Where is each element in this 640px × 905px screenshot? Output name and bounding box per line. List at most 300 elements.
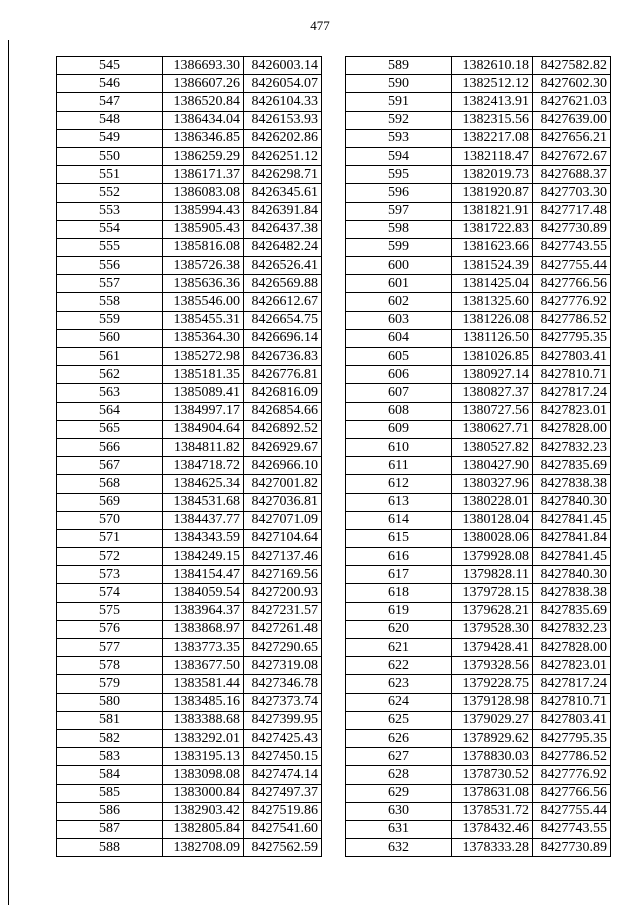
- point-number-cell: 623: [346, 675, 452, 693]
- point-number-cell: 580: [57, 693, 163, 711]
- table-row: [57, 566, 322, 584]
- y-coordinate-cell: 8427810.71: [533, 693, 611, 711]
- page-margin-rule: [8, 40, 9, 905]
- table-row: [346, 784, 611, 802]
- table-row: [346, 766, 611, 784]
- coordinates-table-right: [345, 56, 611, 857]
- x-coordinate-cell: 1379828.11: [452, 566, 533, 584]
- x-coordinate-cell: 1383677.50: [163, 657, 244, 675]
- y-coordinate-cell: 8427582.82: [533, 57, 611, 75]
- point-number-cell: 567: [57, 457, 163, 475]
- y-coordinate-cell: 8426612.67: [244, 293, 322, 311]
- table-row: [346, 57, 611, 75]
- table-row: [57, 438, 322, 456]
- table-row: [346, 493, 611, 511]
- table-row: [346, 820, 611, 838]
- y-coordinate-cell: 8427840.30: [533, 566, 611, 584]
- x-coordinate-cell: 1378730.52: [452, 766, 533, 784]
- point-number-cell: 618: [346, 584, 452, 602]
- x-coordinate-cell: 1381226.08: [452, 311, 533, 329]
- x-coordinate-cell: 1381524.39: [452, 257, 533, 275]
- y-coordinate-cell: 8427200.93: [244, 584, 322, 602]
- point-number-cell: 557: [57, 275, 163, 293]
- x-coordinate-cell: 1379029.27: [452, 711, 533, 729]
- point-number-cell: 632: [346, 839, 452, 857]
- x-coordinate-cell: 1381026.85: [452, 348, 533, 366]
- point-number-cell: 603: [346, 311, 452, 329]
- table-row: [346, 293, 611, 311]
- point-number-cell: 586: [57, 802, 163, 820]
- table-row: [346, 366, 611, 384]
- y-coordinate-cell: 8427755.44: [533, 257, 611, 275]
- table-row: [346, 620, 611, 638]
- point-number-cell: 590: [346, 75, 452, 93]
- point-number-cell: 575: [57, 602, 163, 620]
- y-coordinate-cell: 8426251.12: [244, 147, 322, 165]
- y-coordinate-cell: 8426345.61: [244, 184, 322, 202]
- point-number-cell: 551: [57, 166, 163, 184]
- y-coordinate-cell: 8427835.69: [533, 457, 611, 475]
- y-coordinate-cell: 8426054.07: [244, 75, 322, 93]
- y-coordinate-cell: 8427755.44: [533, 802, 611, 820]
- point-number-cell: 607: [346, 384, 452, 402]
- point-number-cell: 585: [57, 784, 163, 802]
- table-row: [57, 475, 322, 493]
- point-number-cell: 554: [57, 220, 163, 238]
- y-coordinate-cell: 8427840.30: [533, 493, 611, 511]
- y-coordinate-cell: 8427231.57: [244, 602, 322, 620]
- x-coordinate-cell: 1383098.08: [163, 766, 244, 784]
- table-row: [57, 711, 322, 729]
- x-coordinate-cell: 1384811.82: [163, 438, 244, 456]
- y-coordinate-cell: 8426153.93: [244, 111, 322, 129]
- table-row: [346, 93, 611, 111]
- y-coordinate-cell: 8427810.71: [533, 366, 611, 384]
- table-row: [57, 129, 322, 147]
- point-number-cell: 591: [346, 93, 452, 111]
- x-coordinate-cell: 1381425.04: [452, 275, 533, 293]
- y-coordinate-cell: 8427261.48: [244, 620, 322, 638]
- point-number-cell: 583: [57, 748, 163, 766]
- point-number-cell: 560: [57, 329, 163, 347]
- point-number-cell: 579: [57, 675, 163, 693]
- x-coordinate-cell: 1379228.75: [452, 675, 533, 693]
- y-coordinate-cell: 8427776.92: [533, 293, 611, 311]
- point-number-cell: 545: [57, 57, 163, 75]
- table-row: [346, 202, 611, 220]
- table-row: [57, 748, 322, 766]
- table-row: [57, 420, 322, 438]
- table-row: [346, 548, 611, 566]
- y-coordinate-cell: 8427766.56: [533, 784, 611, 802]
- x-coordinate-cell: 1383195.13: [163, 748, 244, 766]
- x-coordinate-cell: 1384997.17: [163, 402, 244, 420]
- y-coordinate-cell: 8427036.81: [244, 493, 322, 511]
- x-coordinate-cell: 1380327.96: [452, 475, 533, 493]
- table-row: [346, 529, 611, 547]
- point-number-cell: 599: [346, 238, 452, 256]
- table-row: [57, 184, 322, 202]
- table-row: [57, 275, 322, 293]
- point-number-cell: 598: [346, 220, 452, 238]
- y-coordinate-cell: 8426696.14: [244, 329, 322, 347]
- point-number-cell: 563: [57, 384, 163, 402]
- point-number-cell: 587: [57, 820, 163, 838]
- x-coordinate-cell: 1385181.35: [163, 366, 244, 384]
- y-coordinate-cell: 8427519.86: [244, 802, 322, 820]
- x-coordinate-cell: 1383773.35: [163, 639, 244, 657]
- x-coordinate-cell: 1384343.59: [163, 529, 244, 547]
- point-number-cell: 592: [346, 111, 452, 129]
- table-row: [346, 129, 611, 147]
- table-row: [346, 238, 611, 256]
- table-row: [57, 220, 322, 238]
- point-number-cell: 546: [57, 75, 163, 93]
- point-number-cell: 588: [57, 839, 163, 857]
- point-number-cell: 581: [57, 711, 163, 729]
- x-coordinate-cell: 1383000.84: [163, 784, 244, 802]
- table-row: [346, 384, 611, 402]
- point-number-cell: 625: [346, 711, 452, 729]
- x-coordinate-cell: 1379428.41: [452, 639, 533, 657]
- x-coordinate-cell: 1378432.46: [452, 820, 533, 838]
- x-coordinate-cell: 1386083.08: [163, 184, 244, 202]
- table-row: [57, 366, 322, 384]
- x-coordinate-cell: 1385816.08: [163, 238, 244, 256]
- x-coordinate-cell: 1380128.04: [452, 511, 533, 529]
- x-coordinate-cell: 1379328.56: [452, 657, 533, 675]
- point-number-cell: 571: [57, 529, 163, 547]
- point-number-cell: 613: [346, 493, 452, 511]
- table-row: [346, 275, 611, 293]
- point-number-cell: 565: [57, 420, 163, 438]
- x-coordinate-cell: 1381821.91: [452, 202, 533, 220]
- x-coordinate-cell: 1381722.83: [452, 220, 533, 238]
- page-number: 477: [310, 18, 330, 33]
- point-number-cell: 562: [57, 366, 163, 384]
- point-number-cell: 614: [346, 511, 452, 529]
- table-row: [57, 293, 322, 311]
- x-coordinate-cell: 1383388.68: [163, 711, 244, 729]
- x-coordinate-cell: 1379928.08: [452, 548, 533, 566]
- x-coordinate-cell: 1382315.56: [452, 111, 533, 129]
- point-number-cell: 601: [346, 275, 452, 293]
- table-row: [57, 257, 322, 275]
- point-number-cell: 576: [57, 620, 163, 638]
- table-row: [57, 202, 322, 220]
- table-row: [57, 729, 322, 747]
- y-coordinate-cell: 8426816.09: [244, 384, 322, 402]
- point-number-cell: 549: [57, 129, 163, 147]
- y-coordinate-cell: 8427621.03: [533, 93, 611, 111]
- table-row: [346, 584, 611, 602]
- y-coordinate-cell: 8426298.71: [244, 166, 322, 184]
- table-row: [57, 693, 322, 711]
- point-number-cell: 595: [346, 166, 452, 184]
- y-coordinate-cell: 8426569.88: [244, 275, 322, 293]
- y-coordinate-cell: 8427688.37: [533, 166, 611, 184]
- table-row: [346, 457, 611, 475]
- point-number-cell: 547: [57, 93, 163, 111]
- point-number-cell: 604: [346, 329, 452, 347]
- point-number-cell: 624: [346, 693, 452, 711]
- y-coordinate-cell: 8427795.35: [533, 329, 611, 347]
- y-coordinate-cell: 8427841.45: [533, 511, 611, 529]
- table-row: [346, 438, 611, 456]
- point-number-cell: 617: [346, 566, 452, 584]
- y-coordinate-cell: 8427803.41: [533, 348, 611, 366]
- point-number-cell: 602: [346, 293, 452, 311]
- point-number-cell: 584: [57, 766, 163, 784]
- table-row: [57, 402, 322, 420]
- x-coordinate-cell: 1385546.00: [163, 293, 244, 311]
- table-row: [346, 802, 611, 820]
- y-coordinate-cell: 8427803.41: [533, 711, 611, 729]
- x-coordinate-cell: 1381126.50: [452, 329, 533, 347]
- x-coordinate-cell: 1384625.34: [163, 475, 244, 493]
- x-coordinate-cell: 1381623.66: [452, 238, 533, 256]
- x-coordinate-cell: 1386259.29: [163, 147, 244, 165]
- table-row: [57, 329, 322, 347]
- table-row: [346, 693, 611, 711]
- y-coordinate-cell: 8427743.55: [533, 820, 611, 838]
- y-coordinate-cell: 8427832.23: [533, 438, 611, 456]
- point-number-cell: 616: [346, 548, 452, 566]
- x-coordinate-cell: 1385272.98: [163, 348, 244, 366]
- y-coordinate-cell: 8427786.52: [533, 748, 611, 766]
- x-coordinate-cell: 1382413.91: [452, 93, 533, 111]
- point-number-cell: 572: [57, 548, 163, 566]
- table-row: [346, 329, 611, 347]
- x-coordinate-cell: 1383964.37: [163, 602, 244, 620]
- table-row: [346, 420, 611, 438]
- x-coordinate-cell: 1384249.15: [163, 548, 244, 566]
- x-coordinate-cell: 1383292.01: [163, 729, 244, 747]
- y-coordinate-cell: 8427656.21: [533, 129, 611, 147]
- point-number-cell: 558: [57, 293, 163, 311]
- y-coordinate-cell: 8427541.60: [244, 820, 322, 838]
- table-row: [346, 75, 611, 93]
- x-coordinate-cell: 1385905.43: [163, 220, 244, 238]
- y-coordinate-cell: 8427828.00: [533, 420, 611, 438]
- x-coordinate-cell: 1378531.72: [452, 802, 533, 820]
- x-coordinate-cell: 1380727.56: [452, 402, 533, 420]
- point-number-cell: 609: [346, 420, 452, 438]
- x-coordinate-cell: 1379528.30: [452, 620, 533, 638]
- x-coordinate-cell: 1384437.77: [163, 511, 244, 529]
- table-row: [346, 639, 611, 657]
- point-number-cell: 593: [346, 129, 452, 147]
- table-row: [57, 529, 322, 547]
- point-number-cell: 578: [57, 657, 163, 675]
- y-coordinate-cell: 8427717.48: [533, 202, 611, 220]
- y-coordinate-cell: 8427823.01: [533, 402, 611, 420]
- x-coordinate-cell: 1380028.06: [452, 529, 533, 547]
- table-row: [57, 784, 322, 802]
- point-number-cell: 555: [57, 238, 163, 256]
- y-coordinate-cell: 8427776.92: [533, 766, 611, 784]
- table-row: [346, 348, 611, 366]
- table-row: [346, 147, 611, 165]
- table-row: [57, 111, 322, 129]
- y-coordinate-cell: 8426776.81: [244, 366, 322, 384]
- x-coordinate-cell: 1385726.38: [163, 257, 244, 275]
- table-row: [57, 602, 322, 620]
- x-coordinate-cell: 1386171.37: [163, 166, 244, 184]
- y-coordinate-cell: 8427602.30: [533, 75, 611, 93]
- table-row: [57, 311, 322, 329]
- y-coordinate-cell: 8427730.89: [533, 839, 611, 857]
- x-coordinate-cell: 1385089.41: [163, 384, 244, 402]
- y-coordinate-cell: 8427703.30: [533, 184, 611, 202]
- y-coordinate-cell: 8427373.74: [244, 693, 322, 711]
- point-number-cell: 582: [57, 729, 163, 747]
- table-row: [57, 620, 322, 638]
- table-row: [57, 493, 322, 511]
- x-coordinate-cell: 1384154.47: [163, 566, 244, 584]
- coordinates-table-left: [56, 56, 322, 857]
- point-number-cell: 606: [346, 366, 452, 384]
- table-row: [57, 147, 322, 165]
- x-coordinate-cell: 1386346.85: [163, 129, 244, 147]
- table-row: [346, 184, 611, 202]
- y-coordinate-cell: 8426202.86: [244, 129, 322, 147]
- y-coordinate-cell: 8427766.56: [533, 275, 611, 293]
- table-row: [57, 657, 322, 675]
- y-coordinate-cell: 8427672.67: [533, 147, 611, 165]
- table-row: [57, 511, 322, 529]
- table-row: [346, 657, 611, 675]
- point-number-cell: 561: [57, 348, 163, 366]
- point-number-cell: 619: [346, 602, 452, 620]
- point-number-cell: 629: [346, 784, 452, 802]
- x-coordinate-cell: 1379728.15: [452, 584, 533, 602]
- table-row: [346, 257, 611, 275]
- y-coordinate-cell: 8427795.35: [533, 729, 611, 747]
- table-row: [346, 220, 611, 238]
- table-row: [346, 729, 611, 747]
- y-coordinate-cell: 8427137.46: [244, 548, 322, 566]
- x-coordinate-cell: 1386693.30: [163, 57, 244, 75]
- table-row: [57, 766, 322, 784]
- point-number-cell: 553: [57, 202, 163, 220]
- y-coordinate-cell: 8426437.38: [244, 220, 322, 238]
- point-number-cell: 612: [346, 475, 452, 493]
- y-coordinate-cell: 8426654.75: [244, 311, 322, 329]
- x-coordinate-cell: 1382903.42: [163, 802, 244, 820]
- y-coordinate-cell: 8427786.52: [533, 311, 611, 329]
- point-number-cell: 621: [346, 639, 452, 657]
- y-coordinate-cell: 8426854.66: [244, 402, 322, 420]
- x-coordinate-cell: 1386520.84: [163, 93, 244, 111]
- y-coordinate-cell: 8426526.41: [244, 257, 322, 275]
- y-coordinate-cell: 8427562.59: [244, 839, 322, 857]
- y-coordinate-cell: 8427841.84: [533, 529, 611, 547]
- x-coordinate-cell: 1378830.03: [452, 748, 533, 766]
- x-coordinate-cell: 1384531.68: [163, 493, 244, 511]
- point-number-cell: 574: [57, 584, 163, 602]
- table-row: [57, 839, 322, 857]
- point-number-cell: 589: [346, 57, 452, 75]
- table-row: [57, 675, 322, 693]
- y-coordinate-cell: 8427169.56: [244, 566, 322, 584]
- x-coordinate-cell: 1385364.30: [163, 329, 244, 347]
- x-coordinate-cell: 1384904.64: [163, 420, 244, 438]
- x-coordinate-cell: 1380827.37: [452, 384, 533, 402]
- point-number-cell: 622: [346, 657, 452, 675]
- x-coordinate-cell: 1382708.09: [163, 839, 244, 857]
- point-number-cell: 568: [57, 475, 163, 493]
- x-coordinate-cell: 1385455.31: [163, 311, 244, 329]
- x-coordinate-cell: 1378333.28: [452, 839, 533, 857]
- point-number-cell: 627: [346, 748, 452, 766]
- x-coordinate-cell: 1380427.90: [452, 457, 533, 475]
- table-row: [57, 57, 322, 75]
- table-row: [346, 166, 611, 184]
- y-coordinate-cell: 8427639.00: [533, 111, 611, 129]
- y-coordinate-cell: 8427828.00: [533, 639, 611, 657]
- x-coordinate-cell: 1378631.08: [452, 784, 533, 802]
- x-coordinate-cell: 1378929.62: [452, 729, 533, 747]
- point-number-cell: 564: [57, 402, 163, 420]
- x-coordinate-cell: 1379628.21: [452, 602, 533, 620]
- table-row: [57, 584, 322, 602]
- x-coordinate-cell: 1385994.43: [163, 202, 244, 220]
- point-number-cell: 559: [57, 311, 163, 329]
- point-number-cell: 548: [57, 111, 163, 129]
- x-coordinate-cell: 1380627.71: [452, 420, 533, 438]
- table-row: [57, 802, 322, 820]
- point-number-cell: 610: [346, 438, 452, 456]
- table-row: [346, 748, 611, 766]
- point-number-cell: 596: [346, 184, 452, 202]
- y-coordinate-cell: 8426391.84: [244, 202, 322, 220]
- table-row: [57, 238, 322, 256]
- table-row: [57, 548, 322, 566]
- y-coordinate-cell: 8427290.65: [244, 639, 322, 657]
- table-row: [346, 311, 611, 329]
- x-coordinate-cell: 1380927.14: [452, 366, 533, 384]
- point-number-cell: 566: [57, 438, 163, 456]
- table-row: [57, 93, 322, 111]
- y-coordinate-cell: 8427450.15: [244, 748, 322, 766]
- x-coordinate-cell: 1383581.44: [163, 675, 244, 693]
- x-coordinate-cell: 1383485.16: [163, 693, 244, 711]
- x-coordinate-cell: 1382118.47: [452, 147, 533, 165]
- y-coordinate-cell: 8426003.14: [244, 57, 322, 75]
- y-coordinate-cell: 8426482.24: [244, 238, 322, 256]
- point-number-cell: 550: [57, 147, 163, 165]
- table-row: [346, 711, 611, 729]
- y-coordinate-cell: 8427399.95: [244, 711, 322, 729]
- x-coordinate-cell: 1382805.84: [163, 820, 244, 838]
- x-coordinate-cell: 1383868.97: [163, 620, 244, 638]
- table-row: [346, 839, 611, 857]
- point-number-cell: 628: [346, 766, 452, 784]
- table-row: [57, 75, 322, 93]
- table-row: [57, 348, 322, 366]
- table-row: [57, 166, 322, 184]
- x-coordinate-cell: 1381325.60: [452, 293, 533, 311]
- y-coordinate-cell: 8427838.38: [533, 475, 611, 493]
- y-coordinate-cell: 8427001.82: [244, 475, 322, 493]
- point-number-cell: 594: [346, 147, 452, 165]
- point-number-cell: 600: [346, 257, 452, 275]
- point-number-cell: 608: [346, 402, 452, 420]
- x-coordinate-cell: 1382610.18: [452, 57, 533, 75]
- point-number-cell: 605: [346, 348, 452, 366]
- y-coordinate-cell: 8427838.38: [533, 584, 611, 602]
